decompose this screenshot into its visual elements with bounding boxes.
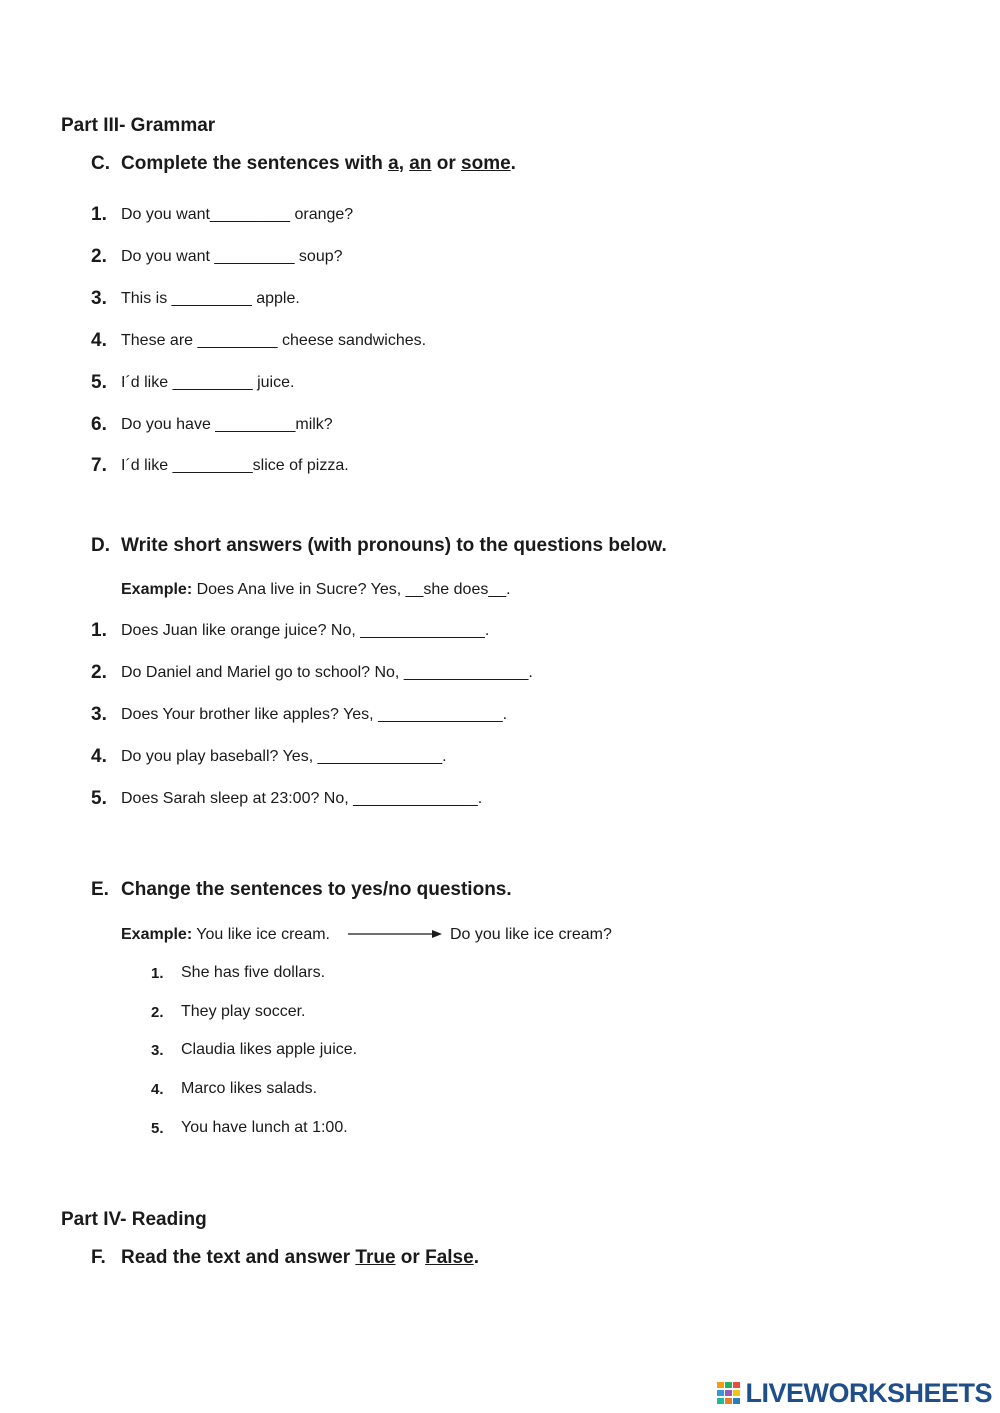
right-arrow-icon xyxy=(348,929,442,939)
e-item-2-number: 2. xyxy=(151,1004,164,1021)
c-item-2-text[interactable]: Do you want _________ soup? xyxy=(121,248,343,265)
section-f-letter: F. xyxy=(91,1247,106,1268)
e-item-5-text[interactable]: You have lunch at 1:00. xyxy=(181,1119,348,1136)
c-item-5-text[interactable]: I´d like _________ juice. xyxy=(121,374,295,391)
d-item-3-text[interactable]: Does Your brother like apples? Yes, ______________. xyxy=(121,706,508,723)
section-d-title: Write short answers (with pronouns) to the questions below. xyxy=(121,535,667,556)
e-item-4-text[interactable]: Marco likes salads. xyxy=(181,1080,318,1097)
d-item-1-text[interactable]: Does Juan like orange juice? No, ______________. xyxy=(121,622,490,639)
e-item-1-text[interactable]: She has five dollars. xyxy=(181,964,326,981)
c-item-6-text[interactable]: Do you have _________milk? xyxy=(121,416,333,433)
e-item-4-number: 4. xyxy=(151,1081,164,1098)
c-item-1-text[interactable]: Do you want_________ orange? xyxy=(121,206,354,223)
example-answer: Do you like ice cream? xyxy=(450,926,612,943)
section-f-title xyxy=(121,1247,479,1269)
section-e-title: Change the sentences to yes/no questions. xyxy=(121,879,512,900)
d-item-4-number: 4. xyxy=(91,746,107,767)
section-c-suffix: . xyxy=(510,153,516,174)
d-item-2-number: 2. xyxy=(91,662,107,683)
example-text: Does Ana live in Sucre? Yes, __she does__. xyxy=(192,581,511,598)
c-item-1-number: 1. xyxy=(91,204,107,225)
section-e-example xyxy=(121,926,330,944)
d-item-4-text[interactable]: Do you play baseball? Yes, ______________. xyxy=(121,748,447,765)
c-item-7-text[interactable]: I´d like _________slice of pizza. xyxy=(121,457,349,474)
section-c-prefix: Complete the sentences with xyxy=(121,153,389,174)
e-item-5-number: 5. xyxy=(151,1120,164,1137)
e-item-3-number: 3. xyxy=(151,1042,164,1059)
part-4-title: Part IV- Reading xyxy=(61,1209,207,1230)
option-an: an xyxy=(409,153,432,174)
section-c-sep2: or xyxy=(431,153,462,174)
c-item-3-text[interactable]: This is _________ apple. xyxy=(121,290,300,307)
example-label: Example: xyxy=(121,581,193,598)
c-item-6-number: 6. xyxy=(91,414,107,435)
example-text: You like ice cream. xyxy=(192,926,330,943)
section-c-sep1: , xyxy=(398,153,410,174)
logo-text: LIVEWORKSHEETS xyxy=(745,1378,992,1408)
section-d-example xyxy=(121,581,511,599)
c-item-4-number: 4. xyxy=(91,330,107,351)
d-item-5-number: 5. xyxy=(91,788,107,809)
section-d-letter: D. xyxy=(91,535,110,556)
e-item-3-text[interactable]: Claudia likes apple juice. xyxy=(181,1041,358,1058)
c-item-7-number: 7. xyxy=(91,455,107,476)
section-f-sep: or xyxy=(395,1247,426,1268)
d-item-1-number: 1. xyxy=(91,620,107,641)
e-item-1-number: 1. xyxy=(151,965,164,982)
c-item-5-number: 5. xyxy=(91,372,107,393)
c-item-3-number: 3. xyxy=(91,288,107,309)
c-item-4-text[interactable]: These are _________ cheese sandwiches. xyxy=(121,332,427,349)
section-c-letter: C. xyxy=(91,153,110,174)
option-false: False xyxy=(425,1247,474,1268)
logo-grid-icon xyxy=(717,1382,741,1404)
section-f-prefix: Read the text and answer xyxy=(121,1247,356,1268)
section-f-suffix: . xyxy=(473,1247,479,1268)
d-item-2-text[interactable]: Do Daniel and Mariel go to school? No, ______________. xyxy=(121,664,533,681)
section-e-letter: E. xyxy=(91,879,109,900)
liveworksheets-logo xyxy=(717,1378,992,1409)
option-true: True xyxy=(355,1247,396,1268)
option-a: a xyxy=(388,153,399,174)
c-item-2-number: 2. xyxy=(91,246,107,267)
part-3-title: Part III- Grammar xyxy=(61,115,216,136)
section-c-title xyxy=(121,153,516,175)
d-item-5-text[interactable]: Does Sarah sleep at 23:00? No, ______________. xyxy=(121,790,483,807)
option-some: some xyxy=(461,153,511,174)
d-item-3-number: 3. xyxy=(91,704,107,725)
e-item-2-text[interactable]: They play soccer. xyxy=(181,1003,306,1020)
example-label: Example: xyxy=(121,926,193,943)
